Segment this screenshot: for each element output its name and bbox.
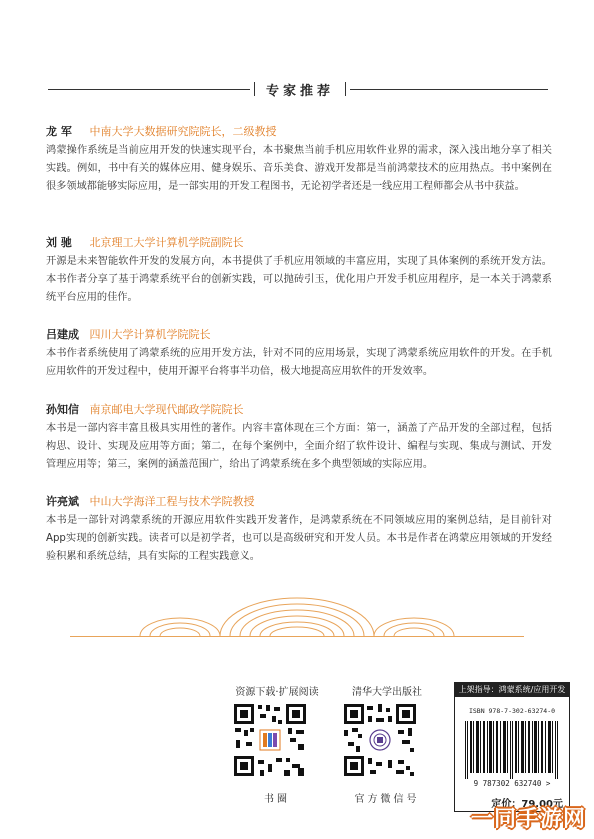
reviewer-title: 中南大学大数据研究院院长，二级教授 xyxy=(89,125,277,138)
qr-publisher xyxy=(342,683,432,805)
review-text: 开源是未来智能软件开发的发展方向，本书提供了手机应用领域的丰富应用，实现了具体案例的系统开发方法。本书作者分享了基于鸿蒙系统平台的创新实践，可以抛砖引玉，优化用户开发手机应用程序，是一本关于鸿蒙系统平台应用的佳作。 xyxy=(46,256,552,303)
review-3 xyxy=(46,327,552,381)
review-text: 本书是一部针对鸿蒙系统的开源应用软件实践开发著作，是鸿蒙系统在不同领域应用的案例总结，是目前针对App实现的创新实践。读者可以是初学者，也可以是高级研究和开发人员。本书是作者在鸿蒙应用领域的开发经验积累和系统总结，具有实际的工程实践意义。 xyxy=(46,515,552,562)
shelving-category: 上架指导：鸿蒙系统/应用开发 xyxy=(455,683,569,697)
qr-code-icon xyxy=(342,702,418,778)
reviewer-title: 南京邮电大学现代邮政学院院长 xyxy=(89,403,244,416)
qr-resource-label: 资源下载·扩展阅读 xyxy=(235,687,319,698)
review-1 xyxy=(46,124,552,196)
header-rule-left xyxy=(48,89,250,90)
barcode-digits: 9 787302 632740 > xyxy=(473,779,551,788)
reviewer-title: 四川大学计算机学院院长 xyxy=(89,328,211,341)
price-label: 定价：79.00元 xyxy=(491,799,563,810)
header-title-box xyxy=(254,78,346,100)
barcode-box xyxy=(454,682,570,812)
site-watermark: 一同手游网 xyxy=(470,807,586,832)
qr-code-icon xyxy=(232,702,308,778)
reviewer-name: 许亮斌 xyxy=(46,495,79,508)
reviewer-name: 孙知信 xyxy=(46,403,79,416)
review-4 xyxy=(46,402,552,474)
reviewer-title: 北京理工大学计算机学院副院长 xyxy=(89,236,244,249)
reviewer-name: 刘 驰 xyxy=(46,236,72,249)
section-header xyxy=(48,78,548,100)
reviewer-name: 吕建成 xyxy=(46,328,79,341)
barcode-icon xyxy=(463,721,563,779)
review-text: 鸿蒙操作系统是当前应用开发的快速实现平台，本书聚焦当前手机应用软件业界的需求，深入浅出地分享了相关实践。例如，书中有关的媒体应用、健身娱乐、音乐美食、游戏开发都是当前鸿蒙技术的应用热点。书中案例在很多领域都能够实际应用，是一部实用的开发工程图书，无论初学者还是一线应用工程师都会从书中获益。 xyxy=(46,145,552,192)
isbn-text: ISBN 978-7-302-63274-0 xyxy=(468,707,556,715)
wave-ornament xyxy=(70,592,524,638)
qr-resource xyxy=(232,683,322,805)
qr-publisher-label: 清华大学出版社 xyxy=(352,687,422,698)
header-rule-right xyxy=(350,89,548,90)
section-title: 专家推荐 xyxy=(265,84,334,99)
review-5 xyxy=(46,494,552,566)
qr-publisher-caption: 官方微信号 xyxy=(354,794,420,805)
qr-resource-caption: 书圈 xyxy=(264,794,290,805)
review-text: 本书是一部内容丰富且极具实用性的著作。内容丰富体现在三个方面：第一，涵盖了产品开发的全部过程，包括构思、设计、实现及应用等方面；第二，在每个案例中，全面介绍了软件设计、编程与实现、集成与测试、开发管理应用等；第三，案例的涵盖范围广，给出了鸿蒙系统在多个典型领域的实际应用。 xyxy=(46,423,552,470)
review-text: 本书作者系统使用了鸿蒙系统的应用开发方法，针对不同的应用场景，实现了鸿蒙系统应用软件的开发。在手机应用软件的开发过程中，使用开源平台将事半功倍，极大地提高应用软件的开发效率。 xyxy=(46,348,552,377)
reviewer-name: 龙 军 xyxy=(46,125,72,138)
review-2 xyxy=(46,235,552,307)
reviewer-title: 中山大学海洋工程与技术学院教授 xyxy=(89,495,255,508)
